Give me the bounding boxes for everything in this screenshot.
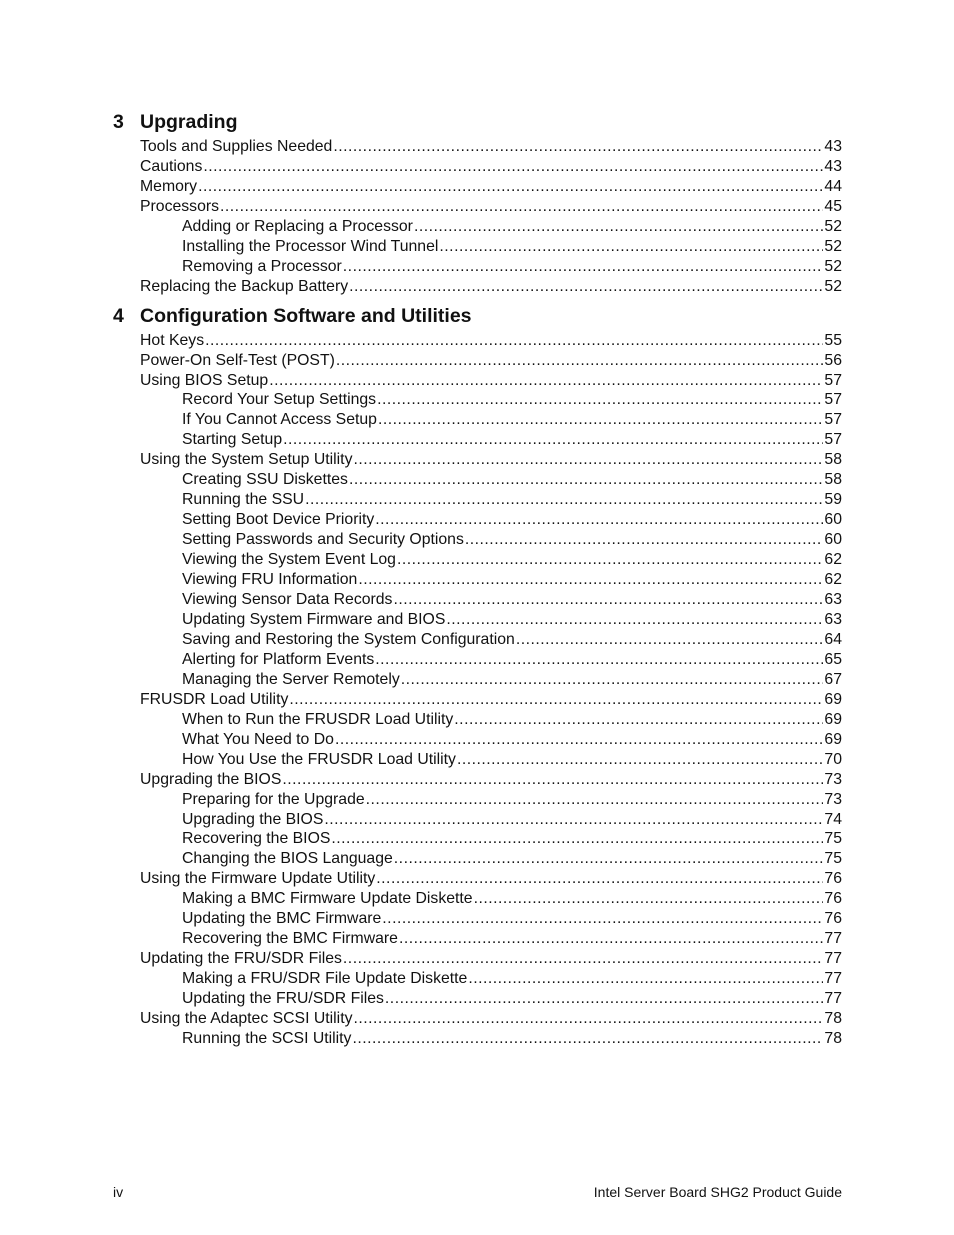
toc-chapter: [113, 111, 842, 297]
entry-title: Making a BMC Firmware Update Diskette: [182, 890, 473, 908]
entry-page-number: 52: [824, 257, 842, 275]
entry-title: Installing the Processor Wind Tunnel: [182, 237, 439, 255]
entry-page-number: 77: [824, 950, 842, 968]
toc-subentry[interactable]: [113, 630, 842, 650]
entry-page-number: 44: [824, 177, 842, 195]
dot-leader: [376, 869, 823, 889]
entry-title: Updating System Firmware and BIOS: [182, 610, 446, 628]
dot-leader: [454, 710, 823, 730]
entry-page-number: 57: [824, 371, 842, 389]
entry-title: Making a FRU/SDR File Update Diskette: [182, 970, 468, 988]
entry-title: Setting Boot Device Priority: [182, 511, 375, 529]
toc-entry[interactable]: [113, 690, 842, 710]
dot-leader: [465, 530, 824, 550]
dot-leader: [220, 197, 823, 217]
entry-page-number: 62: [824, 571, 842, 589]
toc-subentry[interactable]: [113, 989, 842, 1009]
entry-title: Upgrading the BIOS: [140, 770, 282, 788]
toc-subentry[interactable]: [113, 650, 842, 670]
chapter-title: Configuration Software and Utilities: [140, 304, 472, 327]
entry-page-number: 75: [824, 850, 842, 868]
dot-leader: [446, 610, 823, 630]
footer-document-title: Intel Server Board SHG2 Product Guide: [593, 1184, 842, 1200]
entry-page-number: 58: [824, 471, 842, 489]
entry-title: Preparing for the Upgrade: [182, 790, 365, 808]
toc-subentry[interactable]: [113, 550, 842, 570]
entry-title: Running the SSU: [182, 491, 305, 509]
dot-leader: [353, 450, 823, 470]
chapter-title: Upgrading: [140, 111, 238, 133]
entry-page-number: 56: [824, 351, 842, 369]
entry-title: Memory: [140, 177, 198, 195]
toc-subentry[interactable]: [113, 1029, 842, 1049]
dot-leader: [366, 790, 824, 810]
entry-title: What You Need to Do: [182, 730, 334, 748]
dot-leader: [397, 550, 823, 570]
entry-title: Processors: [140, 197, 220, 215]
toc-entry[interactable]: [113, 351, 842, 371]
entry-title: Managing the Server Remotely: [182, 670, 400, 688]
entry-page-number: 45: [824, 197, 842, 215]
toc-subentry[interactable]: [113, 257, 842, 277]
dot-leader: [333, 137, 823, 157]
entry-page-number: 52: [824, 217, 842, 235]
dot-leader: [378, 410, 823, 430]
toc-entry[interactable]: [113, 177, 842, 197]
entry-title: Updating the BMC Firmware: [182, 910, 382, 928]
entry-page-number: 60: [824, 511, 842, 529]
entry-title: Saving and Restoring the System Configuration: [182, 630, 515, 648]
toc-subentry[interactable]: [113, 670, 842, 690]
entry-title: Creating SSU Diskettes: [182, 471, 348, 489]
entry-page-number: 78: [824, 1010, 842, 1028]
footer-page-number: iv: [113, 1184, 124, 1200]
entry-title: Running the SCSI Utility: [182, 1029, 352, 1047]
dot-leader: [439, 237, 823, 257]
entry-page-number: 77: [824, 990, 842, 1008]
entry-title: Record Your Setup Settings: [182, 391, 377, 409]
entry-page-number: 60: [824, 531, 842, 549]
dot-leader: [358, 570, 823, 590]
dot-leader: [393, 590, 823, 610]
dot-leader: [414, 217, 823, 237]
dot-leader: [385, 989, 824, 1009]
entry-page-number: 43: [824, 157, 842, 175]
toc-entry[interactable]: [113, 371, 842, 391]
toc-entry[interactable]: [113, 331, 842, 351]
entry-page-number: 76: [824, 890, 842, 908]
entry-title: Updating the FRU/SDR Files: [182, 990, 384, 1008]
entry-page-number: 75: [824, 830, 842, 848]
entry-page-number: 77: [824, 970, 842, 988]
dot-leader: [343, 949, 824, 969]
entry-page-number: 57: [824, 411, 842, 429]
dot-leader: [382, 909, 823, 929]
toc-entry[interactable]: [113, 1009, 842, 1029]
toc-subentry[interactable]: [113, 909, 842, 929]
entry-page-number: 55: [824, 331, 842, 349]
toc-subentry[interactable]: [113, 237, 842, 257]
entry-title: Removing a Processor: [182, 257, 342, 275]
toc-subentry[interactable]: [113, 470, 842, 490]
entry-page-number: 57: [824, 391, 842, 409]
entry-page-number: 67: [824, 670, 842, 688]
dot-leader: [335, 730, 823, 750]
entry-page-number: 69: [824, 690, 842, 708]
dot-leader: [474, 889, 824, 909]
entry-page-number: 59: [824, 491, 842, 509]
entry-page-number: 63: [824, 591, 842, 609]
toc-subentry[interactable]: [113, 750, 842, 770]
dot-leader: [205, 331, 823, 351]
entry-title: Viewing FRU Information: [182, 571, 358, 589]
entry-page-number: 52: [824, 277, 842, 295]
toc-subentry[interactable]: [113, 217, 842, 237]
entry-title: Cautions: [140, 157, 203, 175]
dot-leader: [349, 277, 823, 297]
dot-leader: [203, 157, 823, 177]
dot-leader: [353, 1009, 823, 1029]
entry-title: Hot Keys: [140, 331, 205, 349]
dot-leader: [516, 630, 824, 650]
entry-page-number: 74: [824, 810, 842, 828]
toc-chapter: [113, 305, 842, 1049]
toc-subentry[interactable]: [113, 710, 842, 730]
dot-leader: [331, 829, 823, 849]
toc-subentry[interactable]: [113, 889, 842, 909]
entry-title: Using BIOS Setup: [140, 371, 269, 389]
dot-leader: [375, 510, 823, 530]
dot-leader: [282, 770, 823, 790]
entry-title: Tools and Supplies Needed: [140, 138, 333, 155]
dot-leader: [352, 1029, 823, 1049]
toc-entry[interactable]: [113, 157, 842, 177]
dot-leader: [305, 490, 823, 510]
dot-leader: [401, 670, 824, 690]
toc-subentry[interactable]: [113, 829, 842, 849]
dot-leader: [394, 849, 824, 869]
page-footer: [113, 1184, 842, 1200]
dot-leader: [198, 177, 823, 197]
entry-page-number: 78: [824, 1029, 842, 1047]
entry-page-number: 69: [824, 710, 842, 728]
dot-leader: [349, 470, 823, 490]
toc-subentry[interactable]: [113, 510, 842, 530]
entry-page-number: 65: [824, 650, 842, 668]
dot-leader: [343, 257, 824, 277]
dot-leader: [269, 371, 823, 391]
toc-subentry[interactable]: [113, 570, 842, 590]
chapter-heading: [113, 111, 842, 137]
dot-leader: [289, 690, 823, 710]
dot-leader: [336, 351, 824, 371]
chapter-number: 4: [113, 304, 124, 327]
toc-subentry[interactable]: [113, 590, 842, 610]
entry-page-number: 64: [824, 630, 842, 648]
dot-leader: [399, 929, 823, 949]
dot-leader: [375, 650, 823, 670]
table-of-contents: [113, 111, 842, 1057]
chapter-heading: [113, 305, 842, 331]
entry-title: Using the System Setup Utility: [140, 451, 353, 469]
entry-page-number: 43: [824, 138, 842, 155]
toc-subentry[interactable]: [113, 490, 842, 510]
entry-page-number: 73: [824, 770, 842, 788]
toc-subentry[interactable]: [113, 610, 842, 630]
entry-page-number: 76: [824, 910, 842, 928]
entry-title: Using the Firmware Update Utility: [140, 870, 376, 888]
toc-entry[interactable]: [113, 450, 842, 470]
entry-title: Updating the FRU/SDR Files: [140, 950, 342, 968]
toc-subentry[interactable]: [113, 390, 842, 410]
chapter-entries: [113, 137, 842, 297]
entry-page-number: 73: [824, 790, 842, 808]
toc-subentry[interactable]: [113, 849, 842, 869]
entry-page-number: 63: [824, 610, 842, 628]
toc-subentry[interactable]: [113, 430, 842, 450]
dot-leader: [283, 430, 823, 450]
dot-leader: [468, 969, 823, 989]
dot-leader: [377, 390, 823, 410]
entry-page-number: 69: [824, 730, 842, 748]
chapter-entries: [113, 331, 842, 1049]
entry-title: Viewing the System Event Log: [182, 551, 396, 569]
toc-entry[interactable]: [113, 949, 842, 969]
toc-entry[interactable]: [113, 869, 842, 889]
entry-page-number: 57: [824, 431, 842, 449]
toc-subentry[interactable]: [113, 410, 842, 430]
toc-entry[interactable]: [113, 277, 842, 297]
toc-subentry[interactable]: [113, 530, 842, 550]
toc-subentry[interactable]: [113, 730, 842, 750]
entry-title: When to Run the FRUSDR Load Utility: [182, 710, 454, 728]
entry-title: Using the Adaptec SCSI Utility: [140, 1010, 353, 1028]
toc-entry[interactable]: [113, 137, 842, 157]
toc-entry[interactable]: [113, 770, 842, 790]
toc-subentry[interactable]: [113, 929, 842, 949]
dot-leader: [457, 750, 823, 770]
entry-title: Setting Passwords and Security Options: [182, 531, 464, 549]
toc-subentry[interactable]: [113, 790, 842, 810]
entry-title: Adding or Replacing a Processor: [182, 217, 413, 235]
entry-title: Viewing Sensor Data Records: [182, 591, 393, 609]
entry-title: Upgrading the BIOS: [182, 810, 324, 828]
entry-title: Replacing the Backup Battery: [140, 277, 349, 295]
entry-title: Recovering the BMC Firmware: [182, 930, 398, 948]
entry-title: Starting Setup: [182, 431, 283, 449]
toc-subentry[interactable]: [113, 969, 842, 989]
toc-subentry[interactable]: [113, 810, 842, 830]
entry-page-number: 62: [824, 551, 842, 569]
entry-title: Power-On Self-Test (POST): [140, 351, 335, 369]
chapter-list: [113, 111, 842, 1049]
entry-title: FRUSDR Load Utility: [140, 690, 289, 708]
entry-page-number: 58: [824, 451, 842, 469]
entry-page-number: 76: [824, 870, 842, 888]
entry-title: How You Use the FRUSDR Load Utility: [182, 750, 456, 768]
chapter-number: 3: [113, 111, 124, 133]
entry-title: Changing the BIOS Language: [182, 850, 393, 868]
entry-page-number: 70: [824, 750, 842, 768]
toc-entry[interactable]: [113, 197, 842, 217]
entry-title: Alerting for Platform Events: [182, 650, 375, 668]
entry-page-number: 77: [824, 930, 842, 948]
dot-leader: [324, 810, 823, 830]
entry-title: Recovering the BIOS: [182, 830, 331, 848]
entry-page-number: 52: [824, 237, 842, 255]
entry-title: If You Cannot Access Setup: [182, 411, 377, 429]
